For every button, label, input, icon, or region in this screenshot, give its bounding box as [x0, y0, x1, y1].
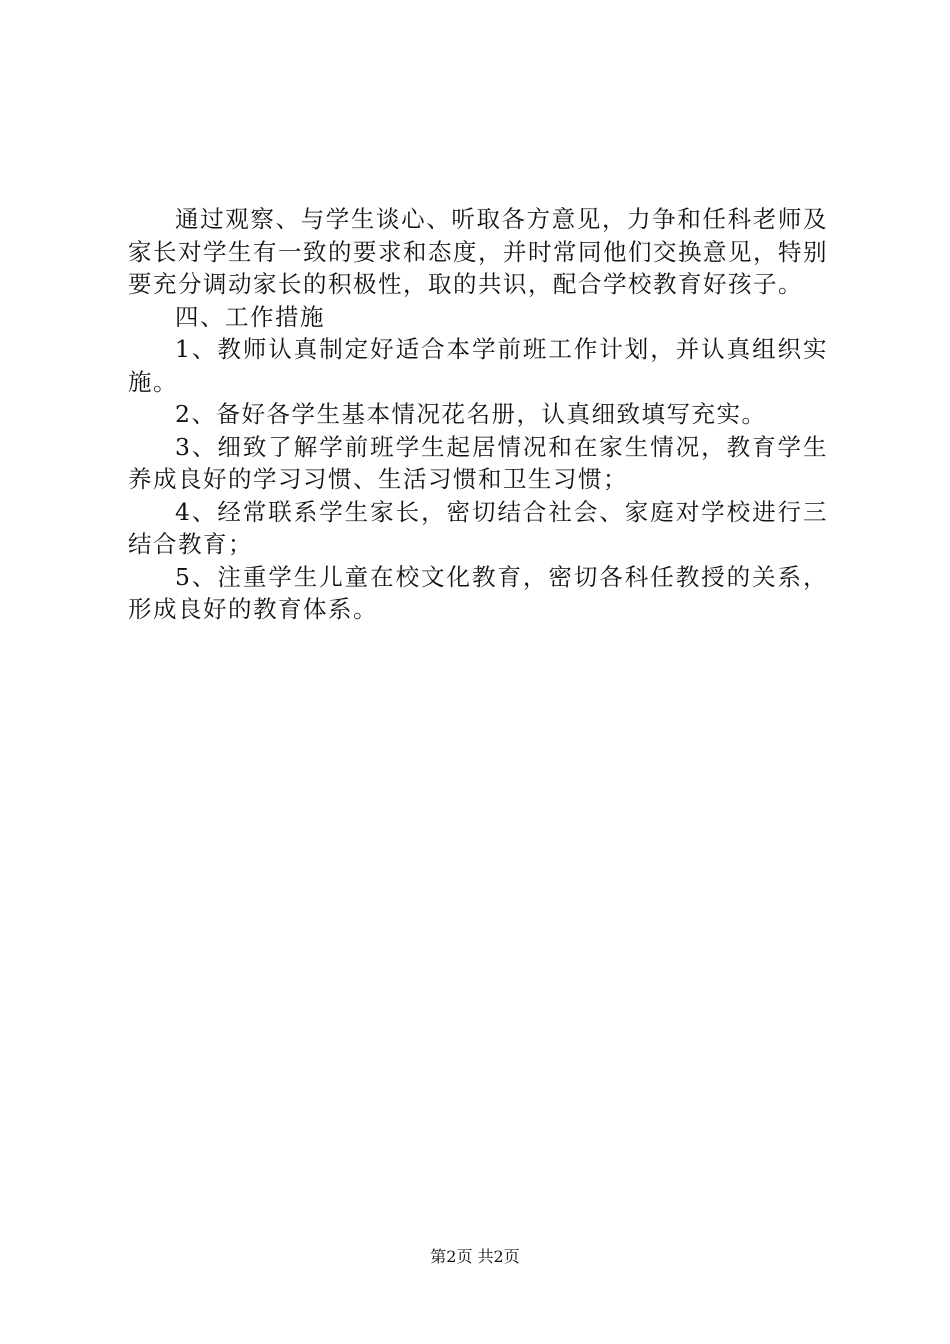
list-item-measure-5: 5、注重学生儿童在校文化教育，密切各科任教授的关系，形成良好的教育体系。: [128, 562, 828, 623]
section-heading-work-measures: 四、工作措施: [175, 302, 325, 331]
list-item-measure-3: 3、细致了解学前班学生起居情况和在家生情况，教育学生养成良好的学习习惯、生活习惯和卫生习惯；: [128, 432, 828, 493]
document-body: [128, 203, 828, 626]
list-item-measure-1: 1、教师认真制定好适合本学前班工作计划，并认真组织实施。: [128, 335, 828, 396]
list-item-measure-2: 2、备好各学生基本情况花名册，认真细致填写充实。: [175, 400, 767, 428]
paragraph-communication: 通过观察、与学生谈心、听取各方意见，力争和任科老师及家长对学生有一致的要求和态度，并时常同他们交换意见，特别要充分调动家长的积极性，取的共识，配合学校教育好孩子。: [128, 205, 828, 298]
list-item-measure-4: 4、经常联系学生家长，密切结合社会、家庭对学校进行三结合教育；: [128, 497, 828, 558]
page-number-footer: 第2页 共2页: [430, 1247, 520, 1266]
